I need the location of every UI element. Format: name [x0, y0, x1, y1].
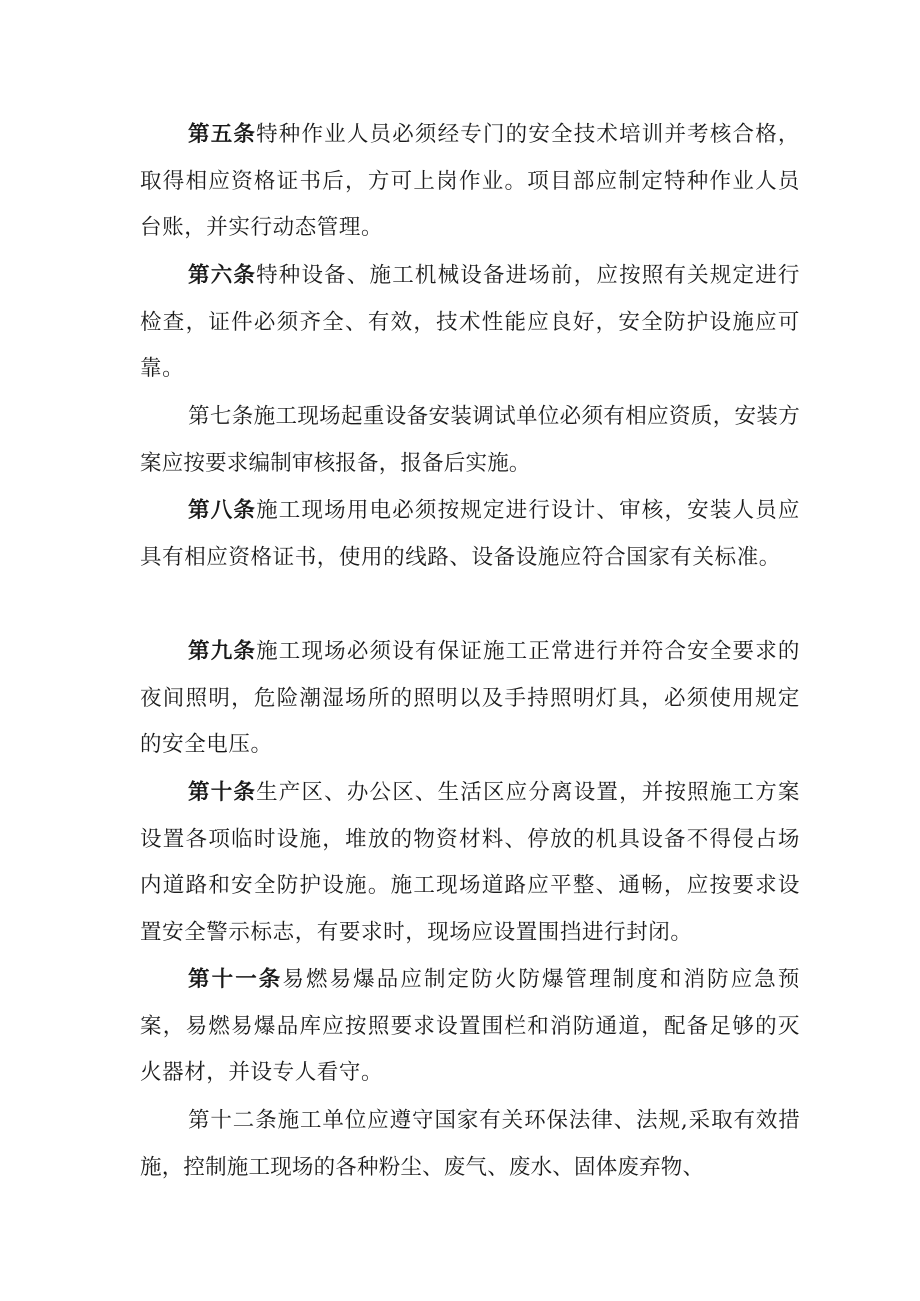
article-heading: 第十一条 — [188, 967, 283, 992]
article-6 — [140, 253, 800, 393]
article-12 — [140, 1098, 800, 1191]
article-heading: 第十条 — [188, 780, 257, 805]
article-heading: 第六条 — [188, 263, 257, 288]
article-body: 特种设备、施工机械设备进场前，应按照有关规定进行检查，证件必须齐全、有效，技术性能应良好，安全防护设施应可靠。 — [140, 263, 800, 381]
article-10 — [140, 770, 800, 956]
article-9 — [140, 629, 800, 769]
article-5 — [140, 112, 800, 252]
article-11 — [140, 957, 800, 1097]
article-heading: 第九条 — [188, 639, 257, 664]
article-body: 施工现场用电必须按规定进行设计、审核，安装人员应具有相应资格证书，使用的线路、设备设施应符合国家有关标准。 — [140, 498, 800, 570]
article-heading: 第七条 — [188, 404, 254, 429]
article-heading: 第五条 — [188, 122, 257, 147]
article-8 — [140, 488, 800, 581]
article-body: 施工现场必须设有保证施工正常进行并符合安全要求的夜间照明，危险潮湿场所的照明以及手持照明灯具，必须使用规定的安全电压。 — [140, 639, 800, 757]
article-body: 特种作业人员必须经专门的安全技术培训并考核合格，取得相应资格证书后，方可上岗作业。项目部应制定特种作业人员台账，并实行动态管理。 — [140, 122, 800, 240]
article-body: 施工现场起重设备安装调试单位必须有相应资质，安装方案应按要求编制审核报备，报备后实施。 — [140, 404, 800, 476]
article-7 — [140, 394, 800, 487]
article-body: 易燃易爆品应制定防火防爆管理制度和消防应急预案，易燃易爆品库应按照要求设置围栏和消防通道，配备足够的灭火器材，并设专人看守。 — [140, 967, 801, 1085]
article-heading: 第八条 — [188, 498, 257, 523]
article-body: 施工单位应遵守国家有关环保法律、法规,采取有效措施，控制施工现场的各种粉尘、废气、废水、固体废弃物、 — [140, 1108, 800, 1180]
article-heading: 第十二条 — [188, 1108, 278, 1133]
article-body: 生产区、办公区、生活区应分离设置，并按照施工方案设置各项临时设施，堆放的物资材料、停放的机具设备不得侵占场内道路和安全防护设施。施工现场道路应平整、通畅，应按要求设置安全警示标志，有要求时，现场应设置围挡进行封闭。 — [140, 780, 800, 945]
